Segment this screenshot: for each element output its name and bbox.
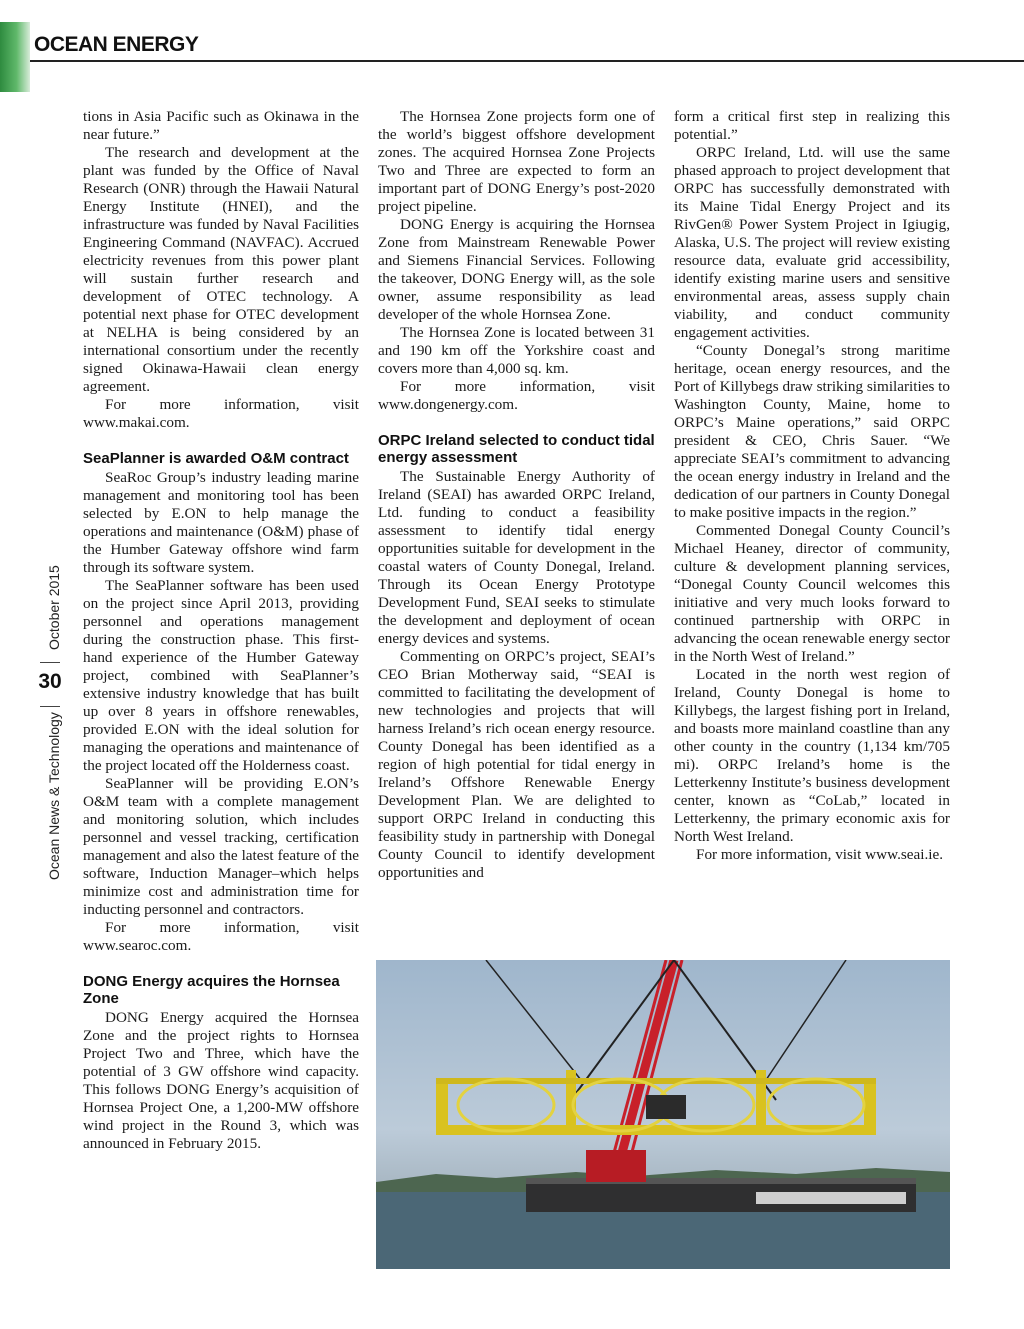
article-heading: ORPC Ireland selected to conduct tidal energy assessment (378, 432, 655, 466)
header-rule (30, 60, 1024, 62)
paragraph: ORPC Ireland, Ltd. will use the same phased approach to project development that ORPC has successfully demonstrated with its Maine Tidal Energy Project and its RivGen® Power System Project in Igiugig, Alaska, U.S. The project will review existing resource data, evaluate grid accessibility, identify existing marine users and sensitive environmental areas, assess supply chain viability, and conduct community engagement activities. (674, 144, 950, 341)
column-2 (378, 108, 655, 882)
header-accent-bar (0, 22, 30, 92)
crane-body (586, 1150, 646, 1182)
sidebar-divider (40, 662, 60, 663)
paragraph: form a critical first step in realizing this potential.” (674, 108, 950, 143)
paragraph: For more information, visit www.dongenergy.com. (378, 378, 655, 413)
column-3 (674, 108, 950, 864)
sidebar-divider (40, 706, 60, 707)
paragraph: Commented Donegal County Council’s Michael Heaney, director of community, culture & development planning services, “Donegal County Council welcomes this initiative and very much looks forward to continued partnership with ORPC in advancing the ocean renewable energy sector in the North West of Ireland.” (674, 522, 950, 665)
paragraph: tions in Asia Pacific such as Okinawa in the near future.” (83, 108, 359, 143)
paragraph: The SeaPlanner software has been used on the project since April 2013, providing personnel and operations management during the construction phase. This first-hand experience of the Humber Gateway project, combined with SeaPlanner’s extensive industry knowledge that has built up over 8 years in offshore renewables, provided E.ON with the ideal solution for managing the operations and maintenance of the project located off the Holderness coast. (83, 577, 359, 774)
column-1 (83, 108, 359, 1153)
paragraph: The Sustainable Energy Authority of Ireland (SEAI) has awarded ORPC Ireland, Ltd. funding to conduct a feasibility assessment to identify tidal energy opportunities suitable for development in the coastal waters of County Donegal, Ireland. Through its Ocean Energy Prototype Development Fund, SEAI seeks to stimulate the development and deployment of ocean energy devices and systems. (378, 468, 655, 647)
generator (646, 1095, 686, 1119)
paragraph: “County Donegal’s strong maritime heritage, ocean energy resources, and the Port of Killybegs draw striking similarities to Washington County, Maine, home to ORPC’s Maine operations,” said ORPC president & CEO, Chris Sauer. “We appreciate SEAI’s commitment to advancing the ocean energy industry in Ireland and the dedication of our partners in County Donegal to make positive impacts in the region.” (674, 342, 950, 521)
paragraph: For more information, visit www.seai.ie. (696, 846, 944, 863)
paragraph: DONG Energy acquired the Hornsea Zone and the project rights to Hornsea Project Two and Three, which have the potential of 3 GW offshore wind capacity. This follows DONG Energy’s acquisition of Hornsea Project One, a 1,200-MW offshore wind project in the Round 3, which was announced in February 2015. (83, 1009, 359, 1152)
tidal-turbine-photo (376, 960, 950, 1269)
paragraph: Commenting on ORPC’s project, SEAI’s CEO Brian Motherway said, “SEAI is committed to facilitating the development of new technologies and projects that will harness Ireland’s rich ocean energy resource. County Donegal has been identified as a region of high potential for tidal energy in Ireland’s Offshore Renewable Energy Development Plan. We are delighted to support ORPC Ireland in conducting this feasibility study in partnership with Donegal County Council to identify development opportunities and (378, 648, 655, 881)
pontoon (756, 1192, 906, 1204)
paragraph: SeaPlanner will be providing E.ON’s O&M team with a complete management and monitoring solution, which includes personnel and vessel tracking, certification management and also the latest feature of the software, Induction Manager–which helps minimize cost and administration time for inducting personnel and contractors. (83, 775, 359, 918)
paragraph: The research and development at the plant was funded by the Office of Naval Research (ONR) through the Hawaii Natural Energy Institute (HNEI), and the infrastructure was funded by Naval Facilities Engineering Command (NAVFAC). Accrued electricity revenues from this power plant will sustain further research and development of OTEC technology. A potential next phase for OTEC development at NELHA is being considered by an international consortium under the recently signed Okinawa-Hawaii clean energy agreement. (83, 144, 359, 395)
paragraph: For more information, visit www.searoc.com. (83, 919, 359, 954)
page-number: 30 (38, 670, 62, 693)
paragraph: For more information, visit www.makai.com. (83, 396, 359, 431)
paragraph: SeaRoc Group’s industry leading marine management and monitoring tool has been selected by E.ON to help manage the operations and maintenance (O&M) phase of the Humber Gateway offshore wind farm through its software system. (83, 469, 359, 576)
paragraph: The Hornsea Zone is located between 31 and 190 km off the Yorkshire coast and covers more than 4,000 sq. km. (378, 324, 655, 377)
section-title: OCEAN ENERGY (34, 33, 199, 56)
paragraph: Located in the north west region of Ireland, County Donegal is home to Killybegs, the largest fishing port in Ireland, and boasts more mainland coastline than any other county in the country (1,134 km/705 mi). ORPC Ireland’s home is the Letterkenny Institute’s business development center, known as “CoLab,” located in Letterkenny, the primary economic axis for North West Ireland. (674, 666, 950, 845)
paragraph: DONG Energy is acquiring the Hornsea Zone from Mainstream Renewable Power and Siemens Financial Services. Following the takeover, DONG Energy will, as the sole owner, assume responsibility as lead developer of the whole Hornsea Zone. (378, 216, 655, 323)
paragraph: The Hornsea Zone projects form one of the world’s biggest offshore development zones. The acquired Hornsea Zone Projects Two and Three are expected to form an important part of DONG Energy’s post-2020 project pipeline. (378, 108, 655, 215)
article-heading: DONG Energy acquires the Hornsea Zone (83, 973, 340, 1007)
crane-boom (616, 960, 674, 1175)
article-heading: SeaPlanner is awarded O&M contract (83, 450, 349, 467)
